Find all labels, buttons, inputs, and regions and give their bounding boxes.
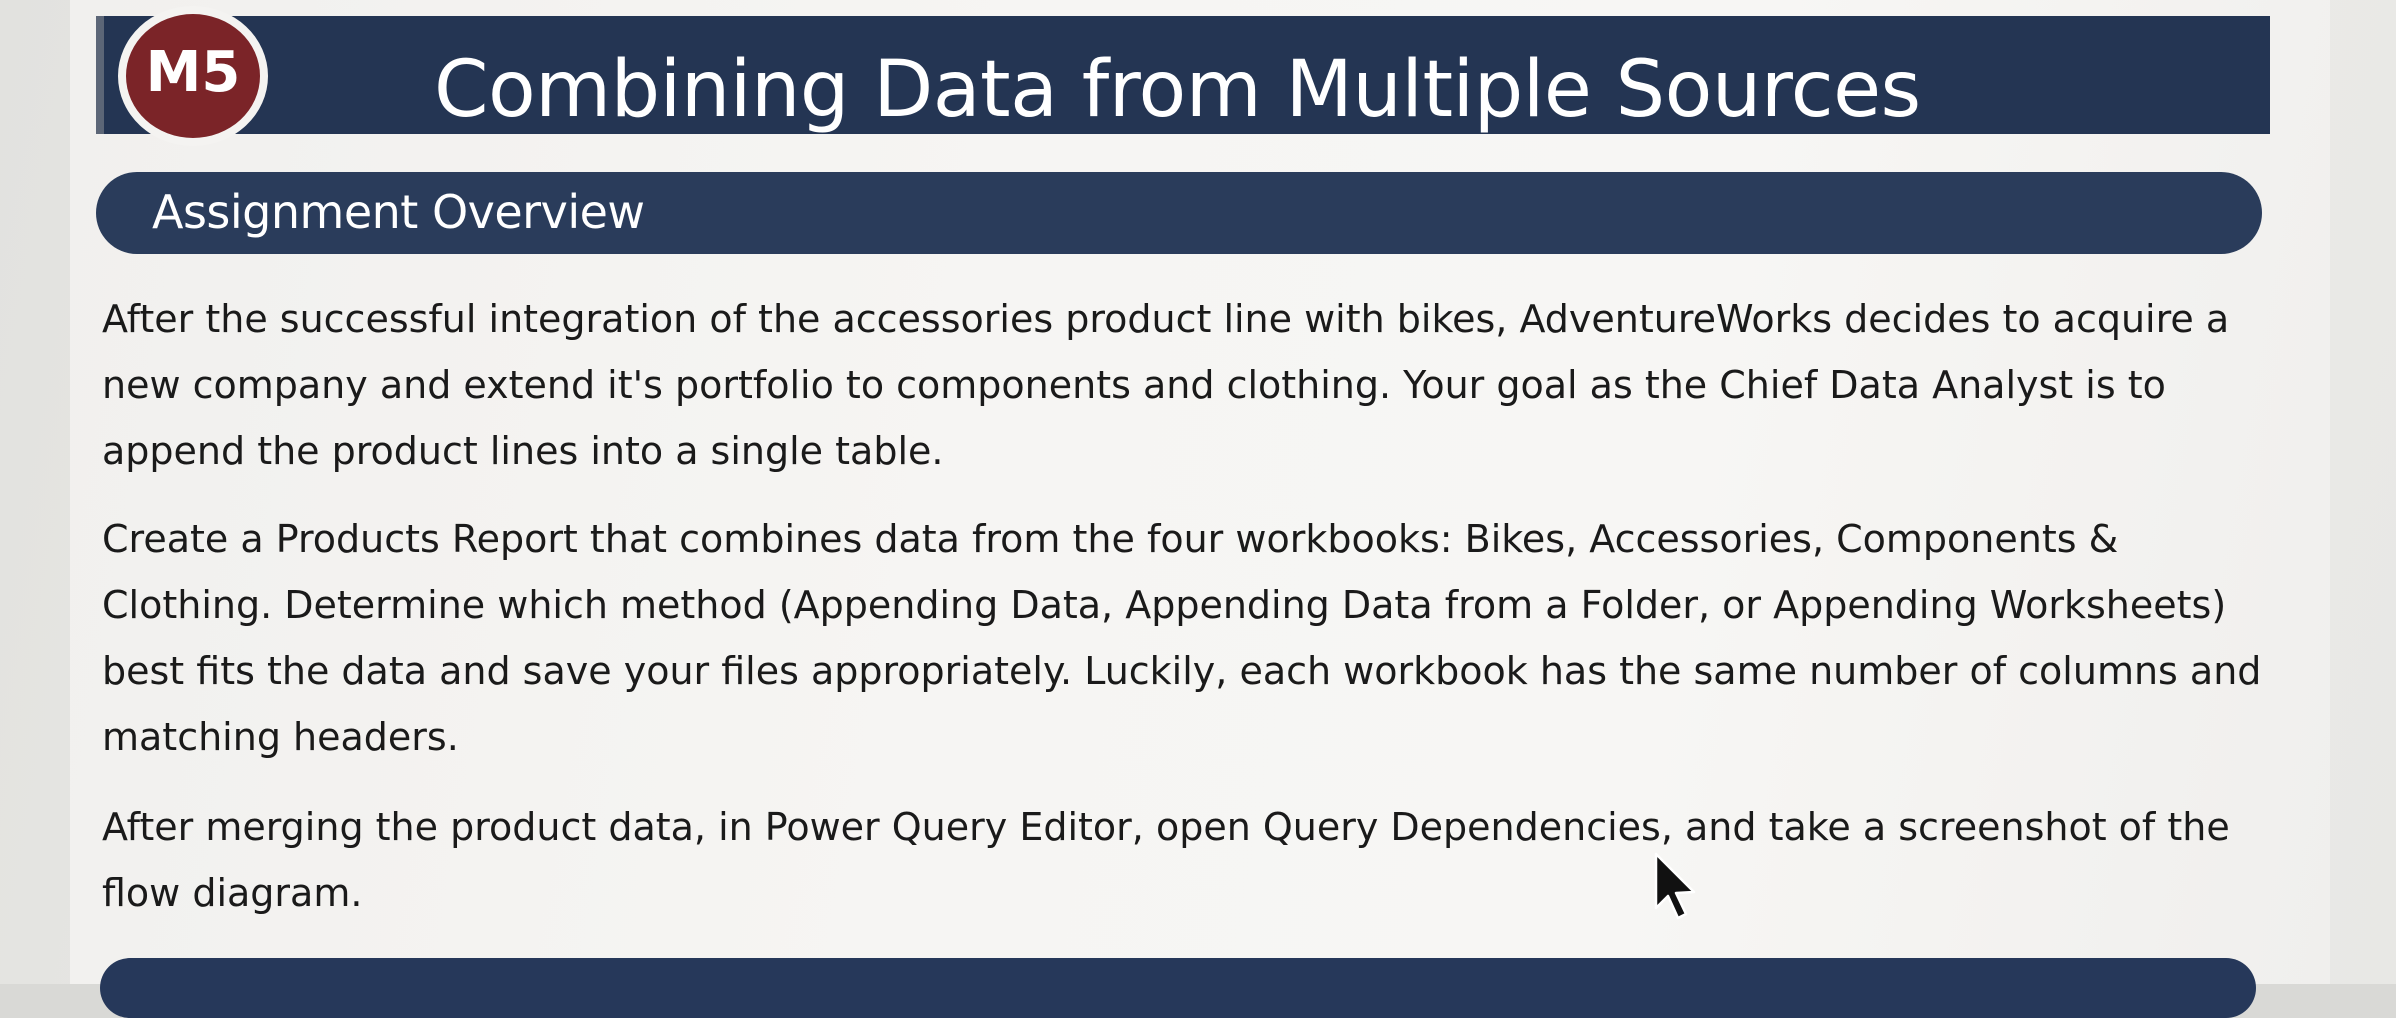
module-title-bar <box>96 16 2270 134</box>
paragraph-line: After the successful integration of the accessories product line with bikes, AdventureWorks decides to acquire a <box>102 297 2230 341</box>
paragraph-line: After merging the product data, in Power Query Editor, open Query Dependencies, and take a screenshot of the <box>102 805 2230 849</box>
paragraph-instructions <box>102 506 2262 770</box>
paragraph-line: new company and extend it's portfolio to components and clothing. Your goal as the Chief Data Analyst is to <box>102 363 2166 407</box>
paragraph-line: best fits the data and save your files appropriately. Luckily, each workbook has the same number of columns and <box>102 649 2262 693</box>
paragraph-line: matching headers. <box>102 715 459 759</box>
mouse-pointer-icon <box>1652 852 1700 922</box>
section-title: Assignment Overview <box>152 185 645 239</box>
module-title: Combining Data from Multiple Sources <box>434 45 1921 135</box>
paragraph-screenshot-task <box>102 794 2252 926</box>
paragraph-intro <box>102 286 2252 484</box>
next-section-bar <box>100 958 2256 1018</box>
section-header-bar <box>96 172 2262 254</box>
paragraph-line: flow diagram. <box>102 871 363 915</box>
paragraph-line: Create a Products Report that combines data from the four workbooks: Bikes, Accessories, Components & <box>102 517 2119 561</box>
paragraph-line: Clothing. Determine which method (Appending Data, Appending Data from a Folder, or Appending Worksheets) <box>102 583 2227 627</box>
module-badge <box>118 6 268 146</box>
paragraph-line: append the product lines into a single table. <box>102 429 944 473</box>
module-badge-label: M5 <box>145 40 241 105</box>
